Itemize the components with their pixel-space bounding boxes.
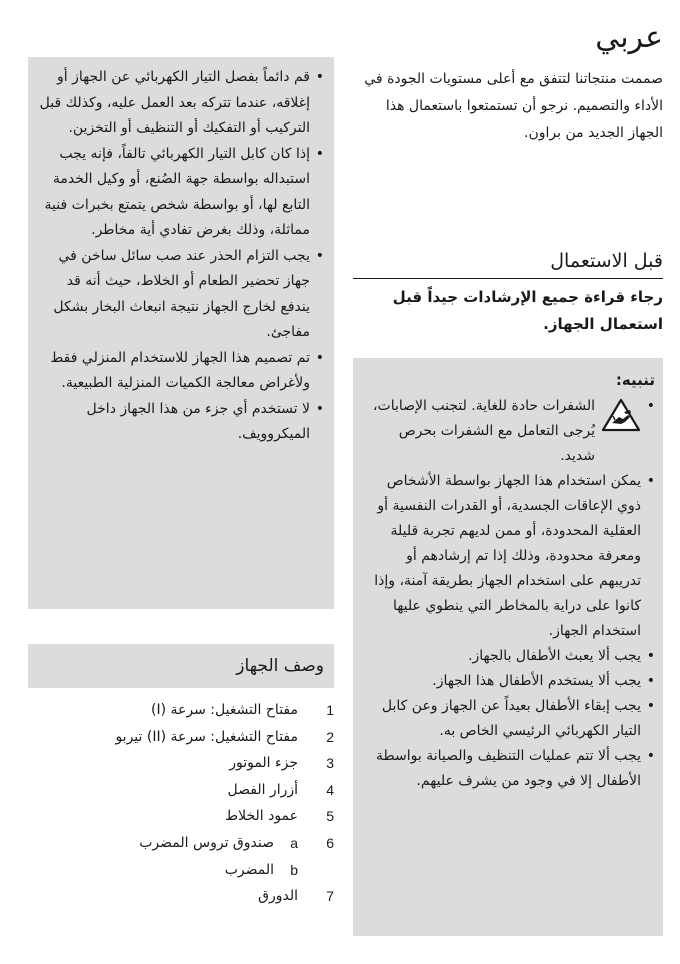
safety-item: • يجب التزام الحذر عند صب سائل ساخن في جهاز تحضير الطعام أو الخلاط، حيث أنه قد يندفع لخارج الجهاز نتيجة انبعاث البخار بشكل مفاجئ. [36, 244, 324, 346]
safety-box [28, 57, 334, 609]
caution-item: • يجب إبقاء الأطفال بعيداً عن الجهاز وعن كابل التيار الكهربائي الرئيسي الخاص به. [361, 694, 655, 744]
caution-item: • يمكن استخدام هذا الجهاز بواسطة الأشخاص ذوي الإعاقات الجسدية، أو القدرات النفسية أو العقلية المحدودة، أو ممن لديهم تجربة قليلة ومعرفة محدودة، وذلك إذا تم إرشادهم أو تدريبهم على استخدام الجهاز بطريقة آمنة، وإذا كانوا على دراية بالمخاطر التي ينطوي عليها استخدام الجهاز. [361, 469, 655, 644]
left-column [28, 57, 334, 905]
part-item [28, 803, 334, 830]
part-item [28, 830, 334, 857]
hand-blade-warning-icon [601, 398, 641, 432]
part-number: 3 [326, 755, 334, 772]
description-heading: وصف الجهاز [28, 644, 334, 688]
part-number: 1 [326, 702, 334, 718]
caution-list [361, 394, 655, 794]
part-item [28, 777, 334, 804]
part-item [28, 750, 334, 777]
safety-item: • تم تصميم هذا الجهاز للاستخدام المنزلي فقط ولأغراض معالجة الكميات المنزلية الطبيعية. [36, 346, 324, 397]
part-label: جزء الموتور [229, 755, 298, 772]
part-item [28, 697, 334, 724]
caution-item: • يجب ألا يعبث الأطفال بالجهاز. [361, 644, 655, 669]
part-label: مفتاح التشغيل: سرعة (I) [150, 702, 298, 718]
part-number: 2 [326, 728, 334, 745]
part-subletter: b [290, 861, 298, 878]
part-label: عمود الخلاط [225, 808, 298, 825]
part-number: 5 [326, 808, 334, 825]
part-label: المضرب [224, 861, 274, 878]
safety-item: • قم دائماً بفصل التيار الكهربائي عن الجهاز أو إغلاقه، عندما تتركه بعد العمل عليه، وكذلك قبل التركيب أو التفكيك أو التنظيف أو التخزين. [36, 65, 324, 142]
read-instructions-notice: رجاء قراءة جميع الإرشادات جيداً قبل استعمال الجهاز. [392, 288, 663, 333]
right-column [353, 18, 663, 789]
parts-list [28, 697, 334, 910]
before-use-heading: قبل الاستعمال [353, 248, 663, 279]
safety-item: • إذا كان كابل التيار الكهربائي تالفاً، فإنه يجب استبداله بواسطة جهة الصُنع، أو وكيل الخدمة التابع لها، أو بواسطة شخص يتمتع بخبرات فنية مماثلة، وذلك بغرض تفادي أية مخاطر. [36, 142, 324, 244]
caution-text: • الشفرات حادة للغاية. لتجنب الإصابات، يُرجى التعامل مع الشفرات بحرص شديد. [373, 398, 595, 464]
part-label: مفتاح التشغيل: سرعة (II) تيربو [115, 728, 298, 745]
part-item [28, 857, 334, 884]
caution-box [353, 358, 663, 936]
intro-paragraph: صممت منتجاتنا لتتفق مع أعلى مستويات الجودة في الأداء والتصميم. نرجو أن تستمتعوا باستعمال هذا الجهاز الجديد من براون. [364, 71, 663, 141]
caution-item: • يجب ألا تتم عمليات التنظيف والصيانة بواسطة الأطفال إلا في وجود من يشرف عليهم. [361, 744, 655, 794]
part-item [28, 883, 334, 910]
caution-item: • يجب ألا يستخدم الأطفال هذا الجهاز. [361, 669, 655, 694]
caution-item [361, 394, 655, 469]
safety-item: • لا تستخدم أي جزء من هذا الجهاز داخل الميكروويف. [36, 397, 324, 448]
caution-title: تنبيه: [615, 371, 655, 389]
language-heading: عربي [595, 20, 663, 55]
part-label: أزرار الفصل [227, 781, 298, 798]
part-number: 6 [326, 834, 334, 851]
part-number: 7 [326, 888, 334, 905]
part-indent [298, 857, 334, 884]
safety-list [36, 65, 324, 448]
part-number: 4 [326, 781, 334, 798]
part-label: الدورق [258, 888, 298, 905]
part-item [28, 724, 334, 751]
part-label: صندوق تروس المضرب [139, 834, 274, 851]
part-subletter: a [290, 834, 298, 851]
